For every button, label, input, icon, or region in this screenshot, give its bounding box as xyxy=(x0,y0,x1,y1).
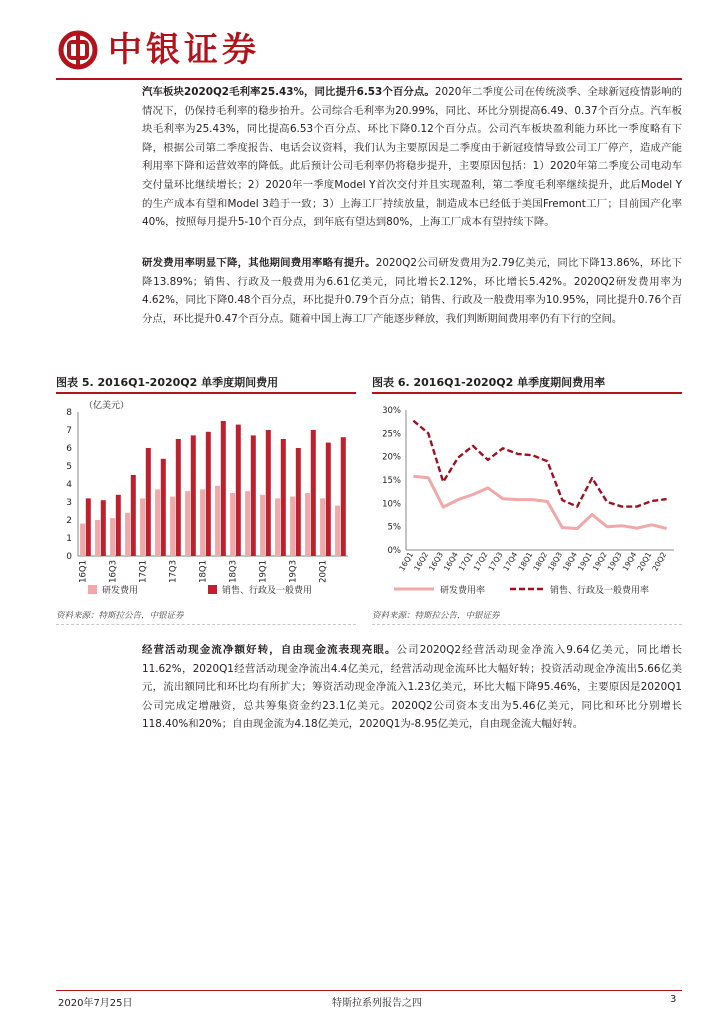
bar-rd-20Q2 xyxy=(335,506,340,556)
legend-label-rd-ratio: 研发费用率 xyxy=(440,586,486,596)
x-tick-label: 18Q3 xyxy=(546,550,565,573)
figure-6-title: 图表 6. 2016Q1-2020Q2 单季度期间费用率 xyxy=(372,376,606,389)
bar-rd-17Q3 xyxy=(170,497,175,556)
y-tick-label: 15% xyxy=(382,476,401,486)
paragraph-body: 2020Q2公司研发费用为2.79亿美元，同比下降13.86%，环比下降13.89%；销售、行政及一般费用为6.61亿美元，同比增长2.12%，环比增长5.42%。2020Q2研发费用率为4.62%，同比下降0.48个百分点，环比提升0.79个百分点；销售、行政及一般费用率为10.95%，同比提升0.76个百分点，环比提升0.47个百分点。随着中国上海工厂产能逐步释放，我们判断期间费用率仍有下行的空间。 xyxy=(142,257,682,325)
bar-sga-16Q3 xyxy=(116,495,121,556)
paragraph-gross-margin xyxy=(142,83,682,232)
paragraph-cash-flow xyxy=(142,641,682,734)
x-tick-label: 17Q3 xyxy=(168,560,179,583)
bar-rd-19Q2 xyxy=(275,498,280,556)
x-tick-label: 16Q1 xyxy=(78,560,89,583)
x-tick-label: 18Q1 xyxy=(516,550,535,573)
bar-sga-17Q2 xyxy=(161,459,166,556)
line-rd-ratio xyxy=(413,476,666,528)
line-sga-ratio xyxy=(413,421,666,507)
x-tick-label: 18Q3 xyxy=(228,560,239,583)
x-tick-label: 20Q2 xyxy=(650,550,669,573)
paragraph-body: 公司2020Q2经营活动现金净流入9.64亿美元，同比增长11.62%，2020Q1经营活动现金净流出4.4亿美元，经营活动现金流环比大幅好转；投资活动现金净流出5.66亿美元，流出额同比和环比均有所扩大；筹资活动现金净流入1.23亿美元，环比大幅下降95.46%，主要原因是2020Q1公司完成定增融资，总共筹集资金约23.1亿美元。2020Q2公司资本支出为5.46亿美元，同比和环比分别增长118.40%和20%；自由现金流为4.18亿美元，2020Q1为-8.95亿美元，自由现金流大幅好转。 xyxy=(142,644,682,731)
bar-rd-18Q3 xyxy=(230,493,235,556)
bar-rd-18Q1 xyxy=(200,489,205,556)
bar-rd-20Q1 xyxy=(320,498,325,556)
bar-sga-18Q3 xyxy=(236,425,241,556)
bar-rd-17Q1 xyxy=(140,498,145,556)
bar-rd-18Q2 xyxy=(215,486,220,556)
legend-swatch-rd xyxy=(88,585,97,594)
y-tick-label: 8 xyxy=(66,408,72,418)
brand-name: 中银证券 xyxy=(108,30,260,70)
bank-of-china-logo-icon xyxy=(58,30,98,70)
figure-6-source: 资料来源：特斯拉公告，中银证券 xyxy=(372,611,500,621)
bar-sga-19Q3 xyxy=(296,448,301,556)
bar-sga-20Q1 xyxy=(326,443,331,556)
x-tick-label: 17Q1 xyxy=(456,550,475,573)
x-tick-label: 19Q1 xyxy=(258,560,269,583)
bar-sga-18Q2 xyxy=(221,421,226,556)
figure-6-source-rule xyxy=(372,624,682,625)
x-tick-label: 19Q2 xyxy=(590,550,609,573)
y-tick-label: 3 xyxy=(66,498,72,508)
x-tick-label: 17Q4 xyxy=(501,550,520,573)
header-rule xyxy=(56,78,682,80)
chart-unit-label: （亿美元） xyxy=(84,401,130,411)
x-tick-label: 16Q1 xyxy=(397,550,416,573)
bar-rd-19Q3 xyxy=(290,497,295,556)
x-tick-label: 19Q1 xyxy=(575,550,594,573)
x-tick-label: 16Q4 xyxy=(441,550,460,573)
y-tick-label: 10% xyxy=(382,499,401,510)
bar-sga-17Q3 xyxy=(176,439,181,556)
figure-5-title: 图表 5. 2016Q1-2020Q2 单季度期间费用 xyxy=(56,376,279,389)
x-tick-label: 17Q3 xyxy=(486,550,505,573)
bar-sga-16Q4 xyxy=(131,475,136,556)
bar-sga-16Q2 xyxy=(101,500,106,556)
legend-swatch-sga xyxy=(208,585,217,594)
page-number: 3 xyxy=(670,994,677,1005)
x-tick-label: 18Q4 xyxy=(561,550,579,573)
footer-series-title: 特斯拉系列报告之四 xyxy=(332,998,422,1009)
y-tick-label: 6 xyxy=(66,444,72,454)
x-tick-label: 17Q2 xyxy=(471,550,490,573)
paragraph-lead: 经营活动现金流净额好转，自由现金流表现亮眼。 xyxy=(142,644,397,656)
x-tick-label: 18Q1 xyxy=(198,560,209,583)
bar-rd-17Q2 xyxy=(155,489,160,556)
y-tick-label: 4 xyxy=(66,480,72,490)
paragraph-lead: 研发费用率明显下降，其他期间费用率略有提升。 xyxy=(142,257,376,269)
x-tick-label: 19Q3 xyxy=(605,550,624,573)
x-tick-label: 20Q1 xyxy=(635,550,654,573)
bar-rd-19Q4 xyxy=(305,493,310,556)
bar-rd-16Q4 xyxy=(125,513,130,556)
bar-rd-17Q4 xyxy=(185,491,190,556)
bar-sga-20Q2 xyxy=(341,437,346,556)
figure-6-line-chart xyxy=(372,398,682,604)
paragraph-lead: 汽车板块2020Q2毛利率25.43%，同比提升6.53个百分点。 xyxy=(142,86,435,98)
bar-rd-16Q2 xyxy=(95,520,100,556)
y-tick-label: 0 xyxy=(66,552,72,562)
bar-sga-18Q4 xyxy=(251,435,256,556)
figure-5-source: 资料来源：特斯拉公告，中银证券 xyxy=(56,611,184,621)
x-tick-label: 19Q4 xyxy=(620,550,639,573)
legend-label-sga: 销售、行政及一般费用 xyxy=(222,586,313,596)
x-tick-label: 17Q1 xyxy=(138,560,149,583)
x-tick-label: 16Q3 xyxy=(108,560,119,583)
footer-date: 2020年7月25日 xyxy=(58,998,133,1009)
bar-sga-19Q1 xyxy=(266,430,271,556)
y-tick-label: 1 xyxy=(66,534,72,544)
bar-rd-19Q1 xyxy=(260,495,265,556)
bar-rd-16Q3 xyxy=(110,518,115,556)
x-tick-label: 16Q3 xyxy=(427,550,445,573)
bar-sga-17Q1 xyxy=(146,448,151,556)
x-tick-label: 20Q1 xyxy=(318,560,329,583)
legend-label-rd: 研发费用 xyxy=(102,586,139,596)
bar-sga-17Q4 xyxy=(191,435,196,556)
footer-rule xyxy=(56,990,682,991)
figure-5-rule xyxy=(56,392,356,394)
bar-sga-18Q1 xyxy=(206,432,211,556)
y-tick-label: 25% xyxy=(382,429,401,440)
figure-5-source-rule xyxy=(56,624,356,625)
y-tick-label: 2 xyxy=(66,516,72,526)
x-tick-label: 19Q3 xyxy=(288,560,299,583)
legend-label-sga-ratio: 销售、行政及一般费用率 xyxy=(550,586,650,596)
y-tick-label: 0% xyxy=(387,546,401,556)
figure-6-rule xyxy=(372,392,682,394)
x-tick-label: 18Q2 xyxy=(531,550,550,573)
bar-sga-19Q2 xyxy=(281,439,286,556)
bar-sga-19Q4 xyxy=(311,430,316,556)
y-tick-label: 20% xyxy=(382,452,401,463)
paragraph-expense-ratio xyxy=(142,254,682,328)
x-tick-label: 16Q2 xyxy=(412,550,431,573)
paragraph-body: 2020年二季度公司在传统淡季、全球新冠疫情影响的情况下，仍保持毛利率的稳步抬升。公司综合毛利率为20.99%，同比、环比分别提高6.49、0.37个百分点。汽车板块毛利率为25.43%，同比提高6.53个百分点、环比下降0.12个百分点。公司汽车板块盈利能力环比一季度略有下降，根据公司第二季度报告、电话会议资料，我们认为主要原因是二季度由于新冠疫情导致公司工厂停产，造成产能利用率下降和运营效率的降低。此后预计公司毛利率仍将稳步提升，主要原因包括：1）2020年第二季度公司电动车交付量环比继续增长；2）2020年一季度Model Y首次交付并且实现盈利，第二季度毛利率继续提升，此后Model Y的生产成本有望和Model 3趋于一致；3）上海工厂持续放量，制造成本已经低于美国Fremont工厂；目前国产化率40%，按照每月提升5-10个百分点，到年底有望达到80%，上海工厂成本有望持续下降。 xyxy=(142,86,682,229)
y-tick-label: 5% xyxy=(387,522,401,533)
figure-5-bar-chart xyxy=(56,398,356,604)
bar-sga-16Q1 xyxy=(86,498,91,556)
bar-rd-18Q4 xyxy=(245,491,250,556)
y-tick-label: 5 xyxy=(66,462,72,472)
bar-rd-16Q1 xyxy=(80,524,85,556)
y-tick-label: 30% xyxy=(382,406,401,416)
y-tick-label: 7 xyxy=(66,426,72,436)
